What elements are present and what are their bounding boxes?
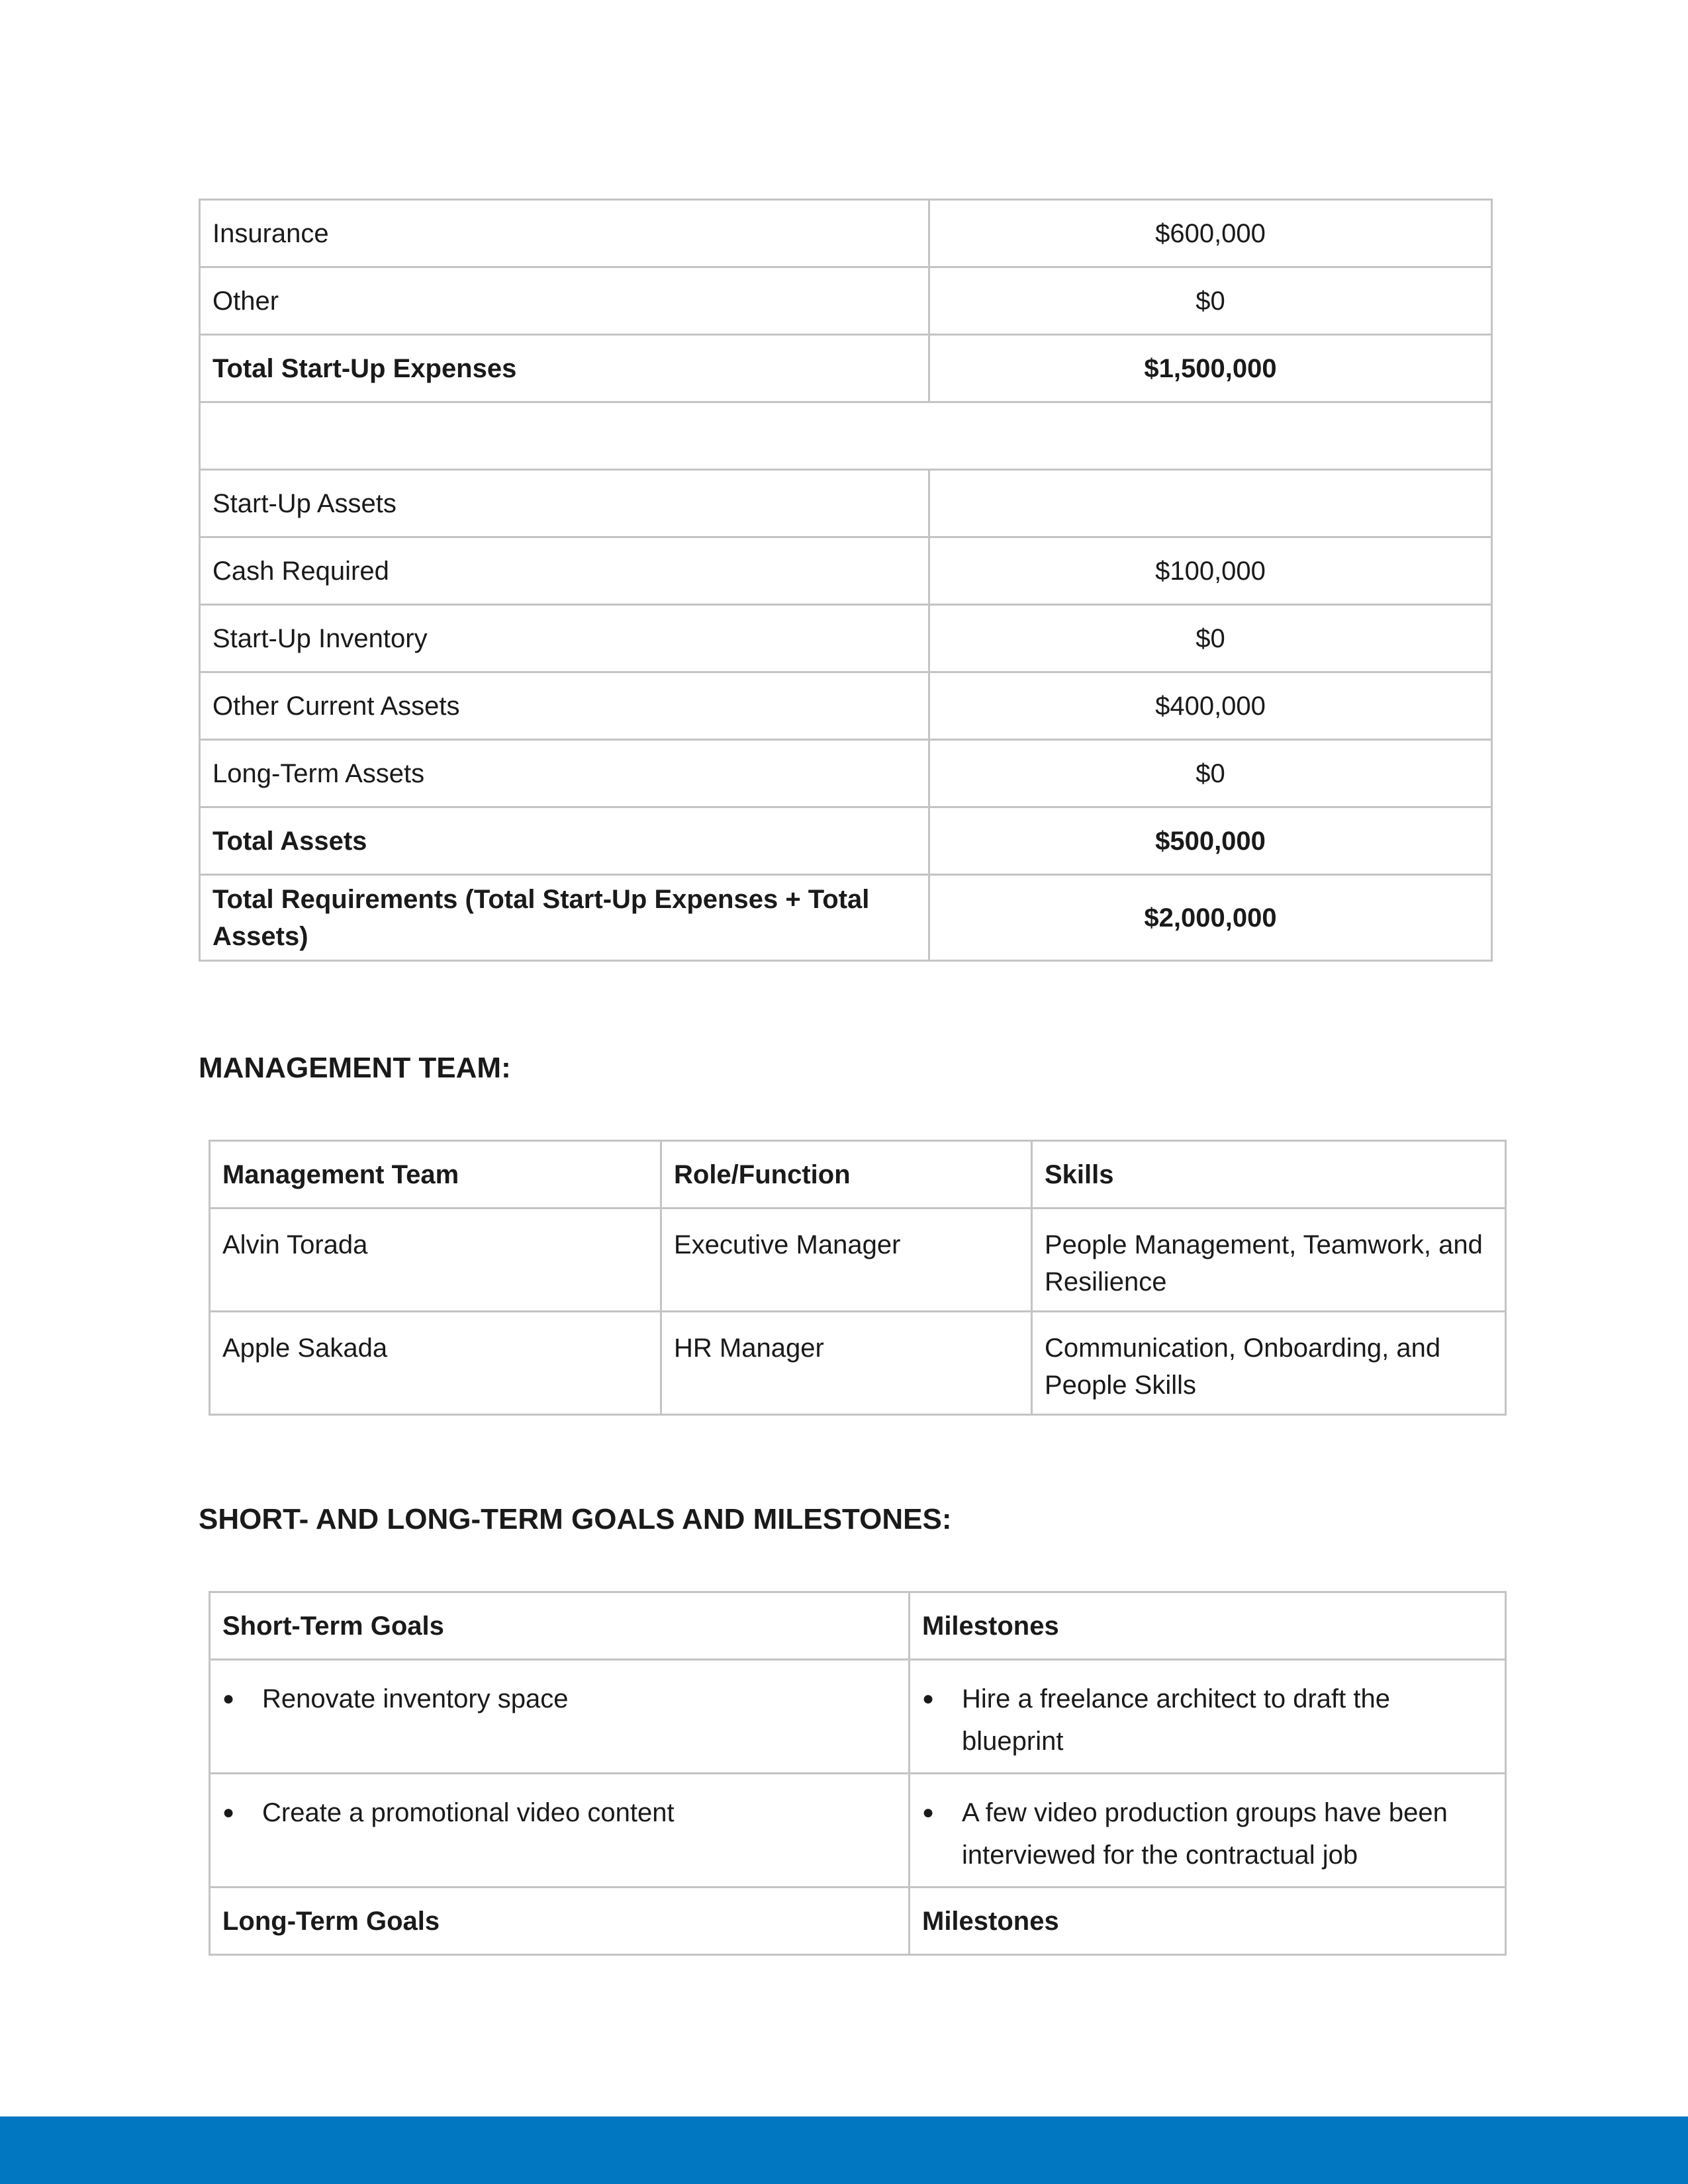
row-value [929, 470, 1492, 537]
column-header: Short-Term Goals [210, 1592, 910, 1660]
row-label: Other Current Assets [200, 672, 929, 740]
startup-costs-table [199, 199, 1493, 962]
bullet-icon: ● [222, 1688, 235, 1709]
milestone-text: A few video production groups have been interviewed for the contractual job [962, 1798, 1448, 1870]
list-item [922, 1678, 1493, 1762]
row-value: $500,000 [929, 807, 1492, 875]
table-row-total [200, 335, 1492, 402]
column-header: Milestones [910, 1592, 1506, 1660]
table-header-row [210, 1141, 1506, 1208]
row-value: $0 [929, 605, 1492, 672]
row-value: $100,000 [929, 537, 1492, 605]
goals-milestones-table [209, 1591, 1507, 1956]
row-value: $2,000,000 [929, 875, 1492, 961]
milestone-cell [910, 1660, 1506, 1774]
column-header: Role/Function [661, 1141, 1032, 1208]
column-header: Skills [1032, 1141, 1506, 1208]
table-row [200, 672, 1492, 740]
row-label: Total Start-Up Expenses [200, 335, 929, 402]
row-label: Start-Up Assets [200, 470, 929, 537]
table-row-total [200, 875, 1492, 961]
row-label: Total Assets [200, 807, 929, 875]
footer-bar [0, 2116, 1688, 2184]
table-header-row [210, 1592, 1506, 1660]
list-item [222, 1792, 896, 1834]
table-row [200, 740, 1492, 807]
milestone-cell [910, 1774, 1506, 1888]
table-row [200, 605, 1492, 672]
table-row [210, 1208, 1506, 1312]
table-row [200, 267, 1492, 335]
spacer-cell [200, 402, 1492, 470]
bullet-icon: ● [922, 1801, 935, 1823]
goal-cell [210, 1774, 910, 1888]
management-team-heading: MANAGEMENT TEAM: [199, 1052, 511, 1084]
row-label: Start-Up Inventory [200, 605, 929, 672]
table-row [200, 200, 1492, 267]
bullet-icon: ● [222, 1801, 235, 1823]
row-value: $0 [929, 267, 1492, 335]
goal-cell [210, 1660, 910, 1774]
member-role: HR Manager [661, 1312, 1032, 1415]
table-row [210, 1660, 1506, 1774]
member-name: Apple Sakada [210, 1312, 661, 1415]
row-label: Other [200, 267, 929, 335]
row-value: $400,000 [929, 672, 1492, 740]
milestone-text: Hire a freelance architect to draft the blueprint [962, 1684, 1390, 1756]
list-item [922, 1792, 1493, 1876]
table-row [210, 1312, 1506, 1415]
list-item [222, 1678, 896, 1720]
table-row-total [200, 807, 1492, 875]
row-label: Cash Required [200, 537, 929, 605]
member-role: Executive Manager [661, 1208, 1032, 1312]
table-row [210, 1774, 1506, 1888]
bullet-icon: ● [922, 1688, 935, 1709]
row-value: $1,500,000 [929, 335, 1492, 402]
table-row [200, 470, 1492, 537]
goal-text: Renovate inventory space [262, 1684, 569, 1713]
member-name: Alvin Torada [210, 1208, 661, 1312]
table-row-spacer [200, 402, 1492, 470]
member-skills: Communication, Onboarding, and People Skills [1032, 1312, 1506, 1415]
column-header: Long-Term Goals [210, 1888, 910, 1955]
column-header: Management Team [210, 1141, 661, 1208]
column-header: Milestones [910, 1888, 1506, 1955]
goal-text: Create a promotional video content [262, 1798, 675, 1827]
management-team-table [209, 1140, 1507, 1416]
row-label: Insurance [200, 200, 929, 267]
row-label: Total Requirements (Total Start-Up Expenses + Total Assets) [200, 875, 929, 961]
goals-milestones-heading: SHORT- AND LONG-TERM GOALS AND MILESTONES: [199, 1503, 952, 1535]
row-value: $0 [929, 740, 1492, 807]
row-value: $600,000 [929, 200, 1492, 267]
row-label: Long-Term Assets [200, 740, 929, 807]
member-skills: People Management, Teamwork, and Resilience [1032, 1208, 1506, 1312]
table-header-row [210, 1888, 1506, 1955]
table-row [200, 537, 1492, 605]
